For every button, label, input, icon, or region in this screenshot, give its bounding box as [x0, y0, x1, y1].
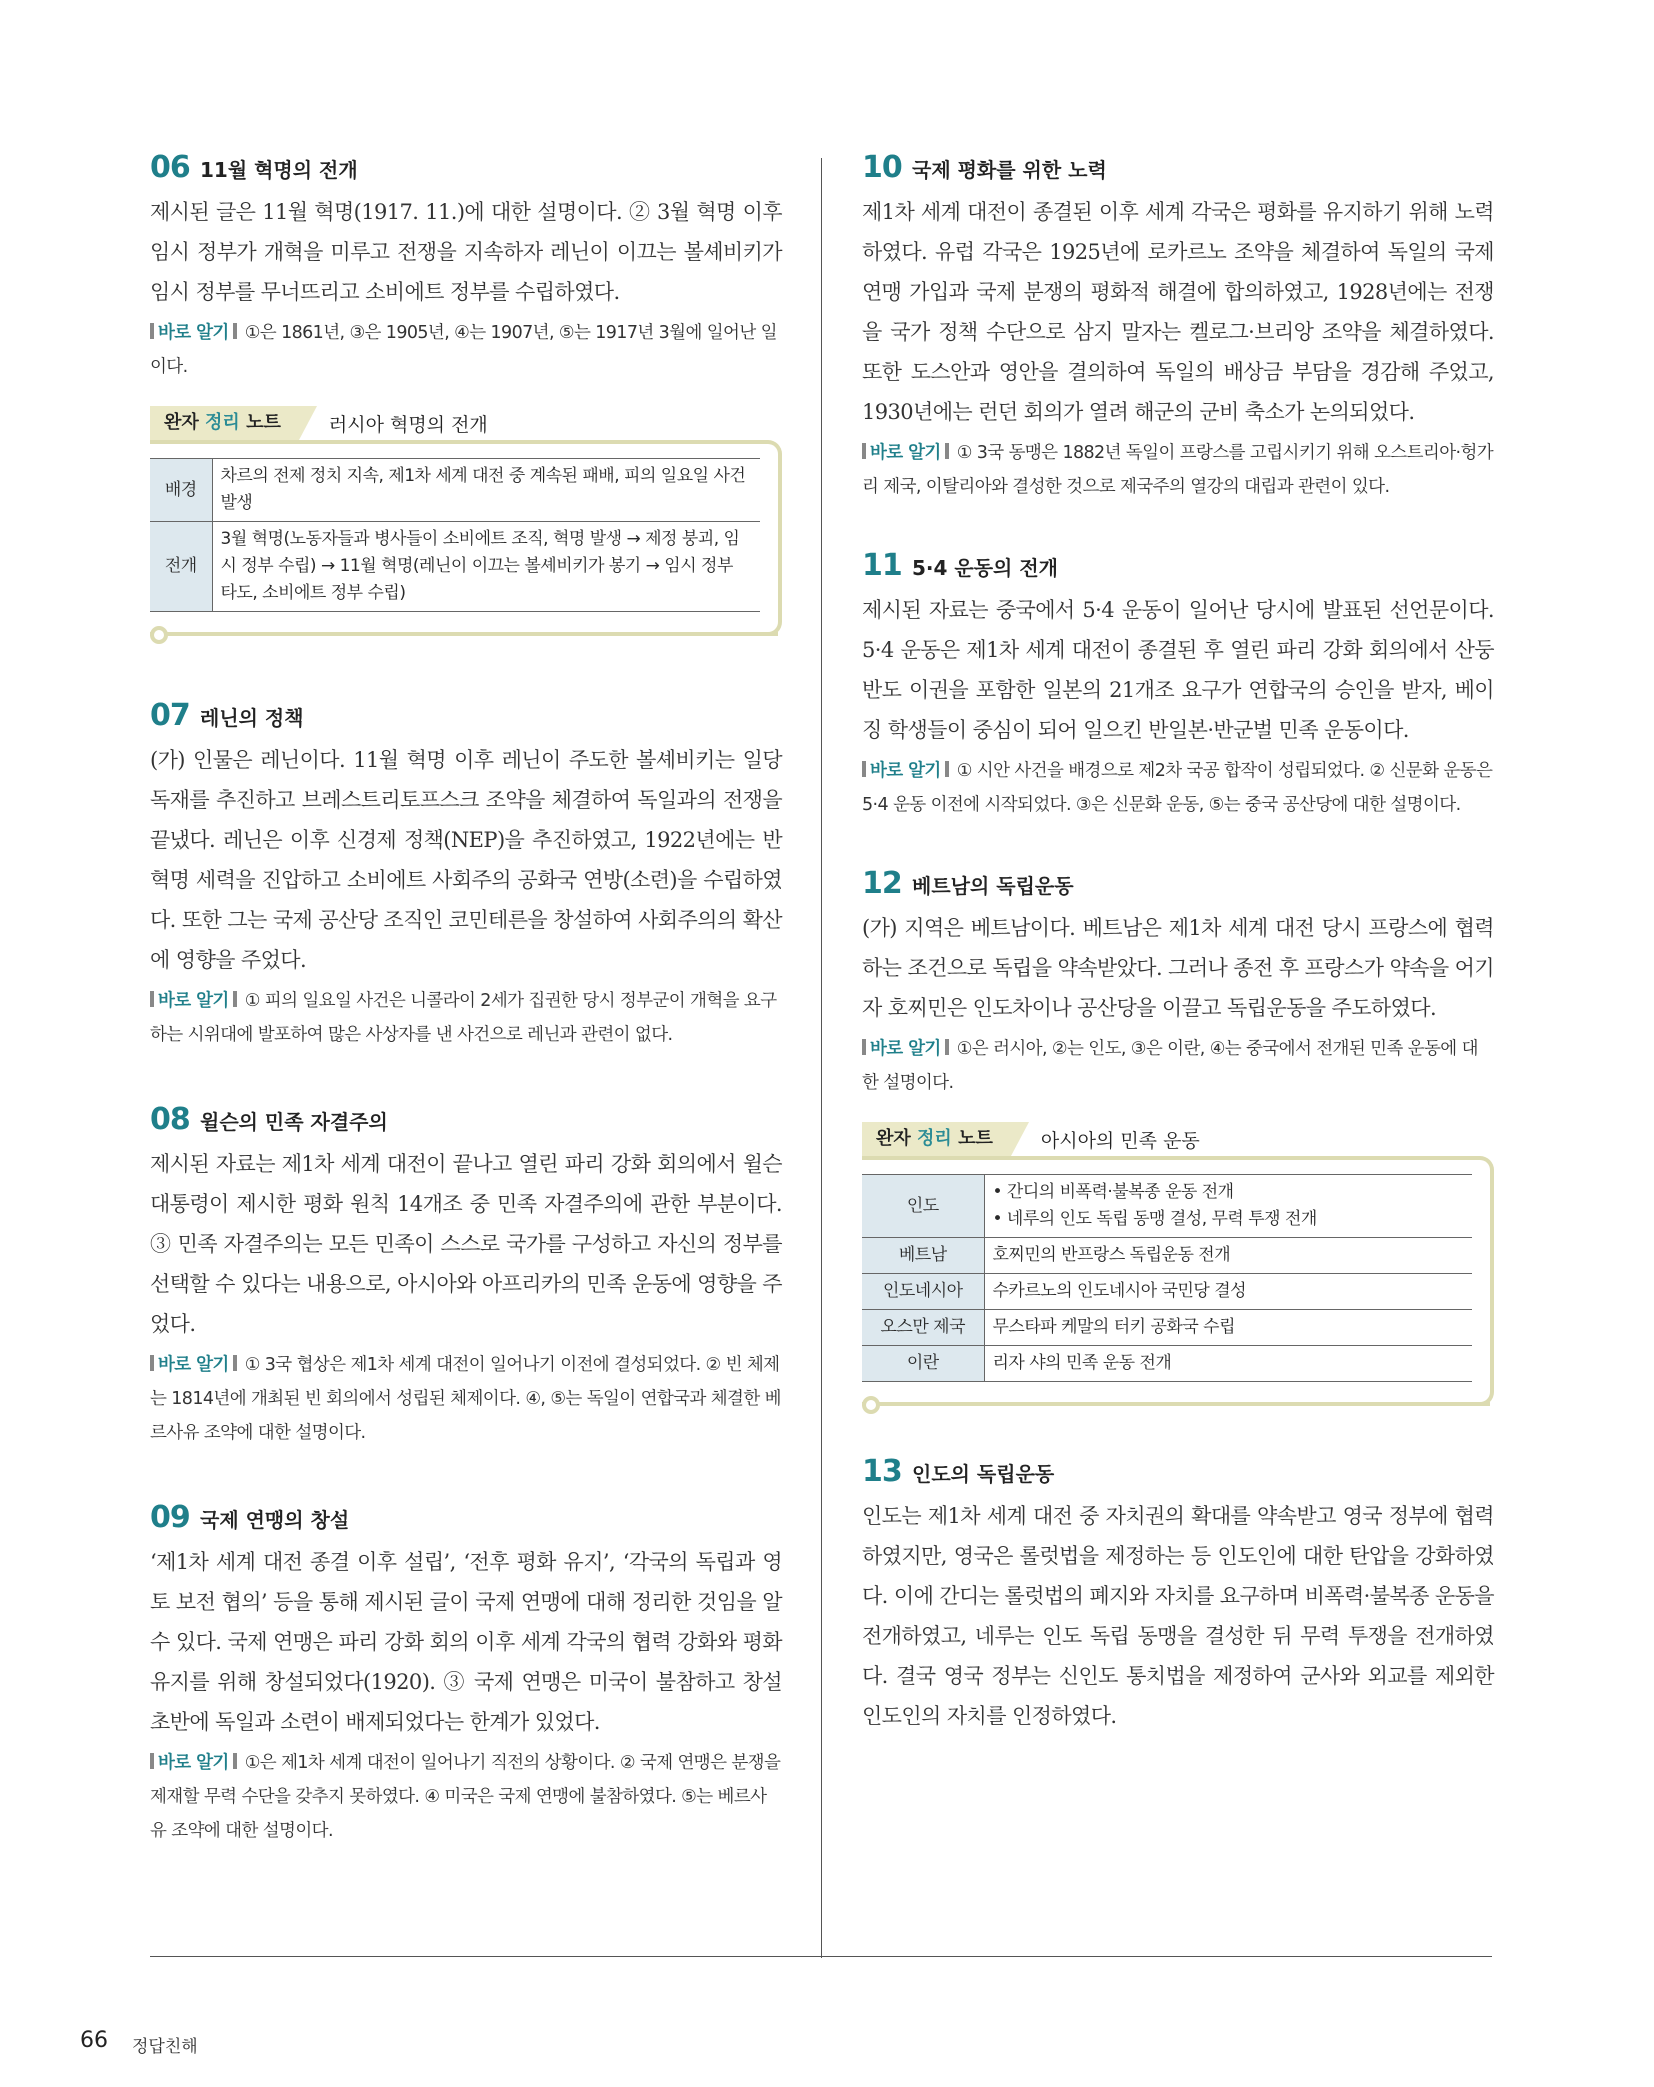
footer-label: 정답친해 [132, 2037, 198, 2057]
note-tag: 바로 알기 [862, 1032, 949, 1066]
column-divider [821, 158, 822, 1958]
note-tag: 바로 알기 [150, 984, 237, 1018]
section-number: 13 [862, 1454, 902, 1489]
section-06 [150, 150, 782, 636]
table-row [150, 522, 760, 612]
box-end-dot [150, 626, 168, 644]
section-body: 인도는 제1차 세계 대전 중 자치권의 확대를 약속받고 영국 정부에 협력하였지만, 영국은 롤럿법을 제정하는 등 인도인에 대한 탄압을 강화하였다. 이에 간디는 롤럿법의 폐지와 자치를 요구하며 비폭력·불복종 운동을 전개하였고, 네루는 인도 독립 동맹을 결성한 뒤 무력 투쟁을 전개하였다. 결국 영국 정부는 신인도 통치법을 제정하여 군사와 외교를 제외한 인도인의 자치를 인정하였다. [862, 1504, 1494, 1728]
section-number: 10 [862, 150, 902, 185]
summary-table [862, 1174, 1472, 1382]
table-head-cell: 배경 [150, 459, 212, 522]
section-12 [862, 866, 1494, 1406]
section-09 [150, 1500, 782, 1848]
section-title: 국제 연맹의 창설 [200, 1508, 350, 1532]
section-10 [862, 150, 1494, 504]
summary-box-label [862, 1122, 1011, 1156]
tab-suffix: 노트 [239, 412, 281, 433]
answer-note [862, 436, 1494, 504]
note-text: ① 피의 일요일 사건은 니콜라이 2세가 집권한 당시 정부군이 개혁을 요구하는 시위대에 발포하여 많은 사상자를 낸 사건으로 레닌과 관련이 없다. [150, 991, 777, 1045]
table-cell: 호찌민의 반프랑스 독립운동 전개 [984, 1238, 1472, 1274]
summary-box-tab [862, 1122, 1494, 1156]
section-title: 5·4 운동의 전개 [912, 556, 1058, 580]
tab-prefix: 완자 [164, 412, 206, 433]
summary-box-label [150, 406, 299, 440]
table-cell: 차르의 전제 정치 지속, 제1차 세계 대전 중 계속된 패배, 피의 일요일 사건 발생 [212, 459, 760, 522]
section-title: 인도의 독립운동 [912, 1462, 1055, 1486]
left-column [150, 150, 782, 1848]
table-head-cell: 오스만 제국 [862, 1310, 984, 1346]
section-header [862, 548, 1494, 588]
section-number: 06 [150, 150, 190, 185]
answer-note [150, 984, 782, 1052]
section-header [150, 698, 782, 738]
table-cell: 수카르노의 인도네시아 국민당 결성 [984, 1274, 1472, 1310]
table-cell: 무스타파 케말의 터키 공화국 수립 [984, 1310, 1472, 1346]
summary-box-frame [862, 1156, 1494, 1406]
summary-box [862, 1122, 1494, 1406]
section-number: 07 [150, 698, 190, 733]
summary-box-frame [150, 440, 782, 636]
note-tag: 바로 알기 [862, 754, 949, 788]
table-cell-line: • 네루의 인도 독립 동맹 결성, 무력 투쟁 전개 [992, 1209, 1317, 1229]
note-tag: 바로 알기 [150, 1348, 237, 1382]
table-head-cell: 이란 [862, 1346, 984, 1382]
table-head-cell: 전개 [150, 522, 212, 612]
tab-suffix: 노트 [951, 1128, 993, 1149]
tab-accent: 정리 [205, 412, 240, 433]
note-tag: 바로 알기 [150, 1746, 237, 1780]
table-head-cell: 베트남 [862, 1238, 984, 1274]
table-row [862, 1310, 1472, 1346]
summary-table [150, 458, 760, 612]
summary-box [150, 406, 782, 636]
note-text: ① 3국 협상은 제1차 세계 대전이 일어나기 이전에 결성되었다. ② 빈 체제는 1814년에 개최된 빈 회의에서 성립된 체제이다. ④, ⑤는 독일이 연합국과 체결한 베르사유 조약에 대한 설명이다. [150, 1355, 781, 1443]
answer-note [862, 1032, 1494, 1100]
section-body: 제시된 자료는 제1차 세계 대전이 끝나고 열린 파리 강화 회의에서 윌슨 대통령이 제시한 평화 원칙 14개조 중 민족 자결주의에 관한 부분이다. ③ 민족 자결주의는 모든 민족이 스스로 국가를 구성하고 자신의 정부를 선택할 수 있다는 내용으로, 아시아와 아프리카의 민족 운동에 영향을 주었다. [150, 1152, 782, 1336]
section-header [150, 1102, 782, 1142]
right-column [862, 150, 1494, 1736]
table-cell: 3월 혁명(노동자들과 병사들이 소비에트 조직, 혁명 발생 → 제정 붕괴, 임시 정부 수립) → 11월 혁명(레닌이 이끄는 볼셰비키가 봉기 → 임시 정부 타도, 소비에트 정부 수립) [212, 522, 760, 612]
section-body: 제시된 자료는 중국에서 5·4 운동이 일어난 당시에 발표된 선언문이다. 5·4 운동은 제1차 세계 대전이 종결된 후 열린 파리 강화 회의에서 산둥반도 이권을 포함한 일본의 21개조 요구가 연합국의 승인을 받자, 베이징 학생들이 중심이 되어 일으킨 반일본·반군벌 민족 운동이다. [862, 598, 1494, 742]
footer-rule [150, 1956, 1492, 1957]
section-header [862, 1454, 1494, 1494]
section-08 [150, 1102, 782, 1450]
section-body: (가) 인물은 레닌이다. 11월 혁명 이후 레닌이 주도한 볼셰비키는 일당 독재를 추진하고 브레스트리토프스크 조약을 체결하여 독일과의 전쟁을 끝냈다. 레닌은 이후 신경제 정책(NEP)을 추진하였고, 1922년에는 반혁명 세력을 진압하고 소비에트 사회주의 공화국 연방(소련)을 수립하였다. 또한 그는 국제 공산당 조직인 코민테른을 창설하여 사회주의의 확산에 영향을 주었다. [150, 748, 782, 972]
table-head-cell: 인도 [862, 1175, 984, 1238]
table-row [862, 1274, 1472, 1310]
table-cell [984, 1175, 1472, 1238]
table-head-cell: 인도네시아 [862, 1274, 984, 1310]
note-tag: 바로 알기 [150, 316, 237, 350]
section-11 [862, 548, 1494, 822]
note-text: ①은 1861년, ③은 1905년, ④는 1907년, ⑤는 1917년 3월에 일어난 일이다. [150, 323, 777, 377]
note-tag: 바로 알기 [862, 436, 949, 470]
section-header [150, 1500, 782, 1540]
section-title: 11월 혁명의 전개 [200, 158, 358, 182]
section-header [862, 866, 1494, 906]
table-row [862, 1175, 1472, 1238]
summary-box-title: 아시아의 민족 운동 [1040, 1129, 1200, 1152]
section-title: 레닌의 정책 [200, 706, 304, 730]
table-row [862, 1346, 1472, 1382]
page-number: 66 [80, 2028, 108, 2053]
section-13 [862, 1454, 1494, 1736]
section-number: 09 [150, 1500, 190, 1535]
tab-prefix: 완자 [876, 1128, 918, 1149]
section-body: ‘제1차 세계 대전 종결 이후 설립’, ‘전후 평화 유지’, ‘각국의 독립과 영토 보전 협의’ 등을 통해 제시된 글이 국제 연맹에 대해 정리한 것임을 알 수 있다. 국제 연맹은 파리 강화 회의 이후 세계 각국의 협력 강화와 평화 유지를 위해 창설되었다(1920). ③ 국제 연맹은 미국이 불참하고 창설 초반에 독일과 소련이 배제되었다는 한계가 있었다. [150, 1550, 782, 1734]
table-row [150, 459, 760, 522]
section-number: 08 [150, 1102, 190, 1137]
note-text: ① 3국 동맹은 1882년 독일이 프랑스를 고립시키기 위해 오스트리아·헝가리 제국, 이탈리아와 결성한 것으로 제국주의 열강의 대립과 관련이 있다. [862, 443, 1494, 497]
section-body: (가) 지역은 베트남이다. 베트남은 제1차 세계 대전 당시 프랑스에 협력하는 조건으로 독립을 약속받았다. 그러나 종전 후 프랑스가 약속을 어기자 호찌민은 인도차이나 공산당을 이끌고 독립운동을 주도하였다. [862, 916, 1494, 1020]
table-cell-line: • 간디의 비폭력·불복종 운동 전개 [992, 1182, 1234, 1202]
section-body: 제1차 세계 대전이 종결된 이후 세계 각국은 평화를 유지하기 위해 노력하였다. 유럽 각국은 1925년에 로카르노 조약을 체결하여 독일의 국제 연맹 가입과 국제 분쟁의 평화적 해결에 합의하였고, 1928년에는 전쟁을 국가 정책 수단으로 삼지 말자는 켈로그·브리앙 조약을 체결하였다. 또한 도스안과 영안을 결의하여 독일의 배상금 부담을 경감해 주었고, 1930년에는 런던 회의가 열려 해군의 군비 축소가 논의되었다. [862, 200, 1494, 424]
section-07 [150, 698, 782, 1052]
box-end-dot [862, 1396, 880, 1414]
section-number: 12 [862, 866, 902, 901]
section-title: 베트남의 독립운동 [912, 874, 1074, 898]
answer-note [150, 1746, 782, 1848]
answer-note [150, 1348, 782, 1450]
tab-accent: 정리 [917, 1128, 952, 1149]
table-row [862, 1238, 1472, 1274]
answer-note [150, 316, 782, 384]
answer-note [862, 754, 1494, 822]
section-body: 제시된 글은 11월 혁명(1917. 11.)에 대한 설명이다. ② 3월 혁명 이후 임시 정부가 개혁을 미루고 전쟁을 지속하자 레닌이 이끄는 볼셰비키가 임시 정부를 무너뜨리고 소비에트 정부를 수립하였다. [150, 200, 782, 304]
note-text: ①은 러시아, ②는 인도, ③은 이란, ④는 중국에서 전개된 민족 운동에 대한 설명이다. [862, 1039, 1478, 1093]
section-title: 윌슨의 민족 자결주의 [200, 1110, 388, 1134]
section-header [150, 150, 782, 190]
note-text: ①은 제1차 세계 대전이 일어나기 직전의 상황이다. ② 국제 연맹은 분쟁을 제재할 무력 수단을 갖추지 못하였다. ④ 미국은 국제 연맹에 불참하였다. ⑤는 베르사유 조약에 대한 설명이다. [150, 1753, 781, 1841]
section-title: 국제 평화를 위한 노력 [912, 158, 1107, 182]
note-text: ① 시안 사건을 배경으로 제2차 국공 합작이 성립되었다. ② 신문화 운동은 5·4 운동 이전에 시작되었다. ③은 신문화 운동, ⑤는 중국 공산당에 대한 설명이다. [862, 761, 1493, 815]
summary-box-title: 러시아 혁명의 전개 [328, 413, 488, 436]
section-number: 11 [862, 548, 902, 583]
summary-box-tab [150, 406, 782, 440]
table-cell: 리자 샤의 민족 운동 전개 [984, 1346, 1472, 1382]
section-header [862, 150, 1494, 190]
